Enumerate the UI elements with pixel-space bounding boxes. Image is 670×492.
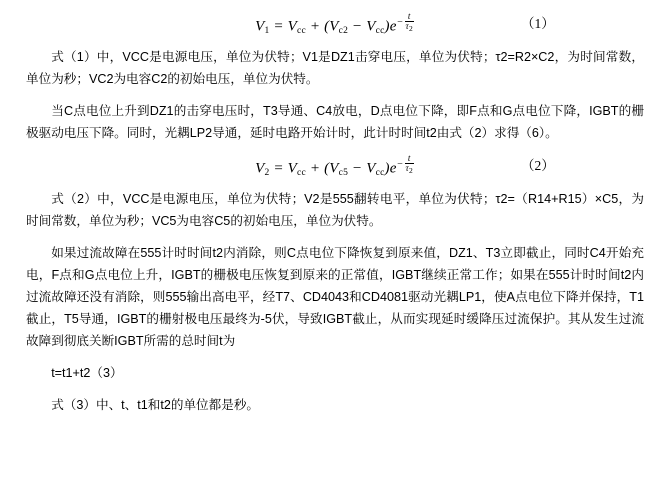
equation-3-line: t=t1+t2（3） <box>51 366 123 381</box>
paragraph-4: 如果过流故障在555计时时间t2内消除，则C点电位下降恢复到原来值，DZ1、T3立即截止，同时C4开始充电，F点和G点电位上升，IGBT的栅极电压恢复到原来的正常值，IGBT继续正常工作；如果在555计时时间t2内过流故障还没有消除，则555输出高电平，经T7、CD4043和CD4081驱动光耦LP1，使A点电位下降并保持，T1截止，T5导通，IGBT的栅射极电压最终为-5伏，导致IGBT截止，从而实现延时缓降压过流保护。其从发生过流故障到彻底关断IGBT所需的总时间t为 <box>26 246 644 349</box>
equation-2-row <box>26 154 644 178</box>
paragraph-1: 式（1）中，VCC是电源电压，单位为伏特；V1是DZ1击穿电压，单位为伏特；τ2=R2×C2，为时间常数，单位为秒；VC2为电容C2的初始电压，单位为伏特。 <box>26 50 644 87</box>
equation-1-number: （1） <box>521 16 555 31</box>
equation-1-row <box>26 12 644 36</box>
equation-2-fraction: $\frac{t}{\tau_2}$ <box>405 153 413 176</box>
paragraph-2: 当C点电位上升到DZ1的击穿电压时，T3导通、C4放电，D点电位下降，即F点和G点电位下降，IGBT的栅极驱动电压下降。同时，光耦LP2导通，延时电路开始计时，此计时时间t2由式（2）求得（6）。 <box>26 104 644 141</box>
equation-1-fraction: $\frac{t}{\tau_2}$ <box>405 11 413 34</box>
paragraph-3: 式（2）中，VCC是电源电压，单位为伏特；V2是555翻转电平，单位为伏特；τ2=（R14+R15）×C5，为时间常数，单位为秒；VC5为电容C5的初始电压，单位为伏特。 <box>26 192 644 229</box>
paragraph-5: 式（3）中、t、t1和t2的单位都是秒。 <box>51 398 260 413</box>
equation-2-expression: $V_2 = V_{cc} + (V_{c5} - V_{cc})e^{- \frac{t}{\tau_2}}$ <box>255 153 413 179</box>
equation-1-expression: $V_1 = V_{cc} + (V_{c2} - V_{cc})e^{- \frac{t}{\tau_2}}$ <box>255 11 413 37</box>
equation-2-number: （2） <box>521 158 555 174</box>
